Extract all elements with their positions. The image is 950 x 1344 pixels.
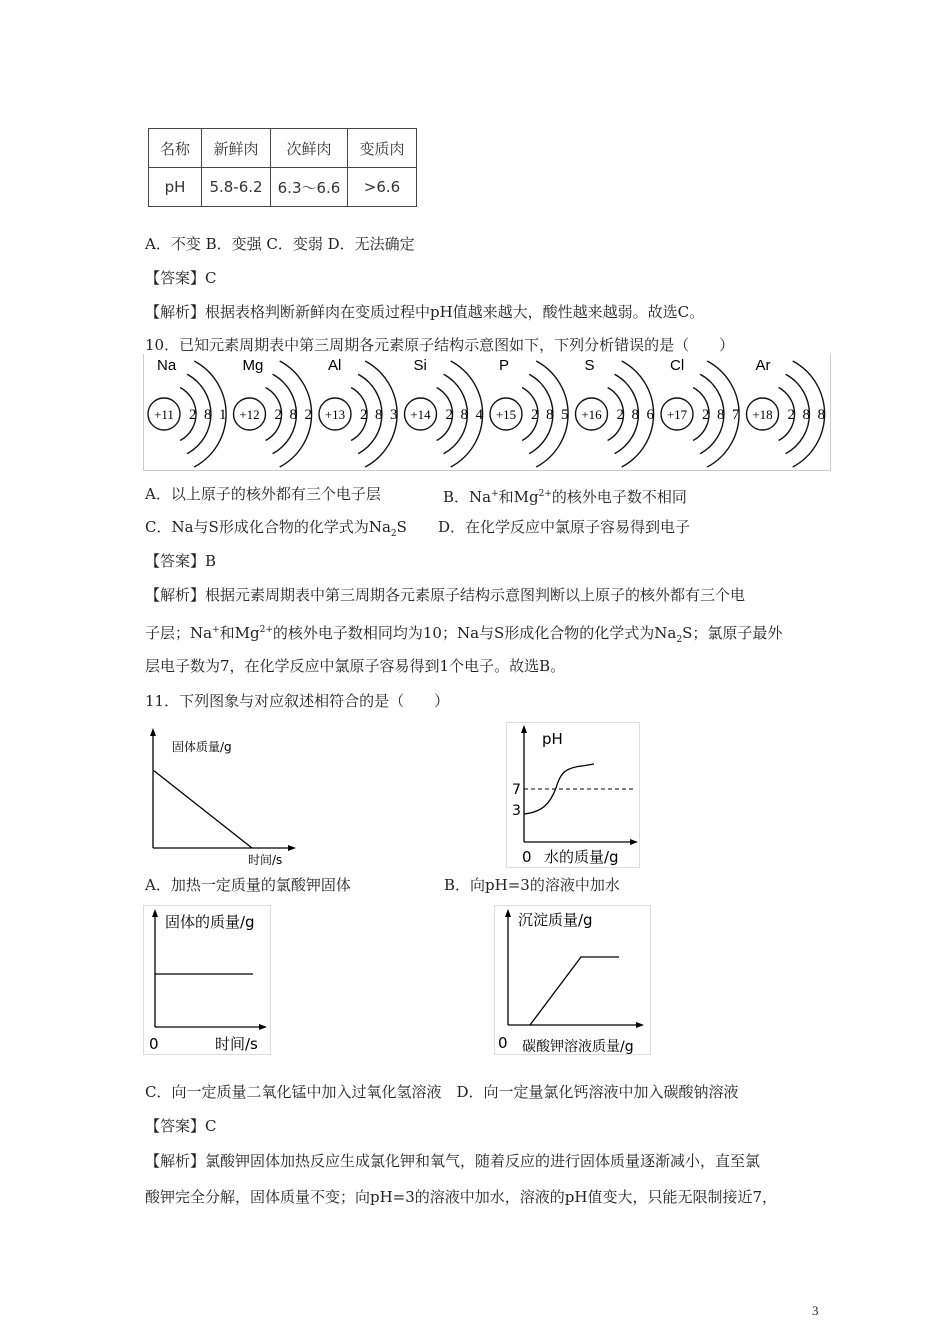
q10-option-d: D．在化学反应中氯原子容易得到电子 (438, 518, 691, 536)
graph-b-origin: 0 (522, 848, 532, 866)
table-row (149, 168, 417, 207)
atom-symbol: Mg (242, 357, 264, 374)
x-axis-arrow (259, 1024, 267, 1030)
q11-stem: 11．下列图象与对应叙述相符合的是（ ） (145, 692, 450, 710)
electron-count: 3 (390, 407, 398, 423)
nucleus-charge: +14 (410, 407, 431, 422)
table-header: 变质肉 (348, 129, 417, 168)
graph-c (143, 905, 271, 1055)
q11-option-a: A．加热一定质量的氯酸钾固体 (145, 876, 351, 894)
atomic-structure-diagram (143, 354, 831, 471)
y-axis-arrow (505, 909, 511, 917)
graph-b (506, 722, 640, 868)
table-header-row (149, 129, 417, 168)
electron-count: 2 (702, 407, 710, 423)
q10-analysis-line3: 层电子数为7，在化学反应中氯原子容易得到1个电子。故选B。 (145, 657, 566, 675)
electron-count: 2 (274, 407, 282, 423)
electron-count: 8 (631, 407, 639, 423)
q10-option-c: C．Na与S形成化合物的化学式为$Na_2S$ (145, 518, 407, 539)
q11-analysis-line1: 【解析】氯酸钾固体加热反应生成氯化钾和氧气，随着反应的进行固体质量逐渐减小，直至氯 (145, 1152, 761, 1170)
graph-a-xlabel: 时间/s (248, 853, 283, 867)
q10-stem: 10．已知元素周期表中第三周期各元素原子结构示意图如下，下列分析错误的是（ ） (145, 336, 735, 354)
electron-count: 2 (787, 407, 795, 423)
nucleus-charge: +11 (154, 407, 174, 422)
graph-c-origin: 0 (149, 1035, 159, 1053)
atom-symbol: S (584, 357, 595, 374)
table-cell: 6.3～6.6 (271, 168, 348, 207)
tick-3: 3 (512, 803, 521, 819)
q11-option-b: B．向pH=3的溶液中加水 (444, 876, 620, 894)
nucleus-charge: +12 (239, 407, 260, 422)
q10-analysis-line2: 子层；Na+和$Mg^{2+}$的核外电子数相同均为10；Na与S形成化合物的化学式为$Na_2S$；氯原子最外 (145, 624, 783, 645)
electron-count: 8 (817, 407, 825, 423)
graph-b-ylabel: pH (542, 730, 563, 748)
atom-symbol: Cl (670, 357, 685, 374)
graph-d-xlabel: 碳酸钾溶液质量/g (522, 1039, 634, 1055)
electron-count: 2 (445, 407, 453, 423)
graph-c-xlabel: 时间/s (215, 1035, 258, 1053)
y-axis-arrow (152, 909, 158, 917)
q11-options-cd: C．向一定质量二氧化锰中加入过氧化氢溶液 D．向一定量氯化钙溶液中加入碳酸钠溶液 (145, 1083, 739, 1101)
electron-count: 4 (475, 407, 483, 423)
graph-b-xlabel: 水的质量/g (544, 848, 619, 866)
electron-count: 7 (732, 407, 740, 423)
atom-symbol: Al (328, 357, 342, 374)
atom-symbol: P (499, 357, 510, 374)
graph-a (140, 728, 300, 868)
y-axis-arrow (521, 725, 527, 733)
q11-answer: 【答案】C (145, 1117, 217, 1135)
electron-count: 2 (360, 407, 368, 423)
q9-analysis: 【解析】根据表格判断新鲜肉在变质过程中pH值越来越大，酸性越来越弱。故选C。 (145, 303, 705, 321)
x-axis-arrow (630, 839, 638, 845)
x-axis-arrow (636, 1022, 644, 1028)
graph-a-ylabel: 固体质量/g (172, 740, 232, 754)
atom-symbol: Na (157, 357, 177, 374)
graph-d (494, 905, 654, 1055)
nucleus-charge: +16 (581, 407, 602, 422)
electron-count: 8 (204, 407, 212, 423)
nucleus-charge: +15 (495, 407, 517, 422)
nucleus-charge: +13 (324, 407, 346, 422)
electron-count: 8 (717, 407, 725, 423)
electron-count: 8 (289, 407, 297, 423)
table-cell: pH (149, 168, 202, 207)
ph-table (148, 128, 417, 207)
table-cell: >6.6 (348, 168, 417, 207)
graph-d-curve (530, 957, 619, 1025)
electron-count: 8 (375, 407, 383, 423)
atom-symbol: Si (413, 357, 427, 374)
q10-answer: 【答案】B (145, 552, 217, 570)
electron-count: 2 (531, 407, 539, 423)
nucleus-charge: +17 (666, 407, 688, 422)
electron-count: 8 (460, 407, 468, 423)
graph-b-frame (507, 723, 640, 868)
atoms-svg (144, 354, 830, 470)
graph-d-origin: 0 (498, 1034, 508, 1052)
nucleus-charge: +18 (752, 407, 773, 422)
electron-count: 8 (802, 407, 810, 423)
electron-count: 6 (646, 407, 654, 423)
graph-d-ylabel: 沉淀质量/g (518, 911, 593, 929)
electron-count: 2 (189, 407, 197, 423)
x-axis-arrow (288, 845, 296, 851)
table-header: 新鲜肉 (202, 129, 271, 168)
electron-count: 2 (304, 407, 312, 423)
graph-a-curve (153, 770, 252, 848)
q10-option-b: B．Na+和$Mg^{2+}$的核外电子数不相同 (443, 488, 687, 506)
y-axis-arrow (150, 728, 156, 736)
q9-options: A．不变 B．变强 C．变弱 D．无法确定 (145, 235, 415, 253)
graph-c-ylabel: 固体的质量/g (165, 913, 255, 931)
q10-analysis-line1: 【解析】根据元素周期表中第三周期各元素原子结构示意图判断以上原子的核外都有三个电 (145, 586, 746, 604)
page-number: 3 (812, 1303, 819, 1318)
electron-count: 2 (616, 407, 624, 423)
electron-count: 8 (546, 407, 554, 423)
q9-answer: 【答案】C (145, 269, 217, 287)
tick-7: 7 (512, 782, 521, 798)
q10-option-a: A．以上原子的核外都有三个电子层 (145, 485, 381, 503)
table-header: 名称 (149, 129, 202, 168)
electron-count: 5 (561, 407, 569, 423)
atom-symbol: Ar (755, 357, 771, 374)
q11-analysis-line2: 酸钾完全分解，固体质量不变；向pH=3的溶液中加水，溶液的pH值变大，只能无限制接近7， (145, 1188, 778, 1206)
electron-count: 1 (219, 407, 227, 423)
table-cell: 5.8-6.2 (202, 168, 271, 207)
table-header: 次鲜肉 (271, 129, 348, 168)
